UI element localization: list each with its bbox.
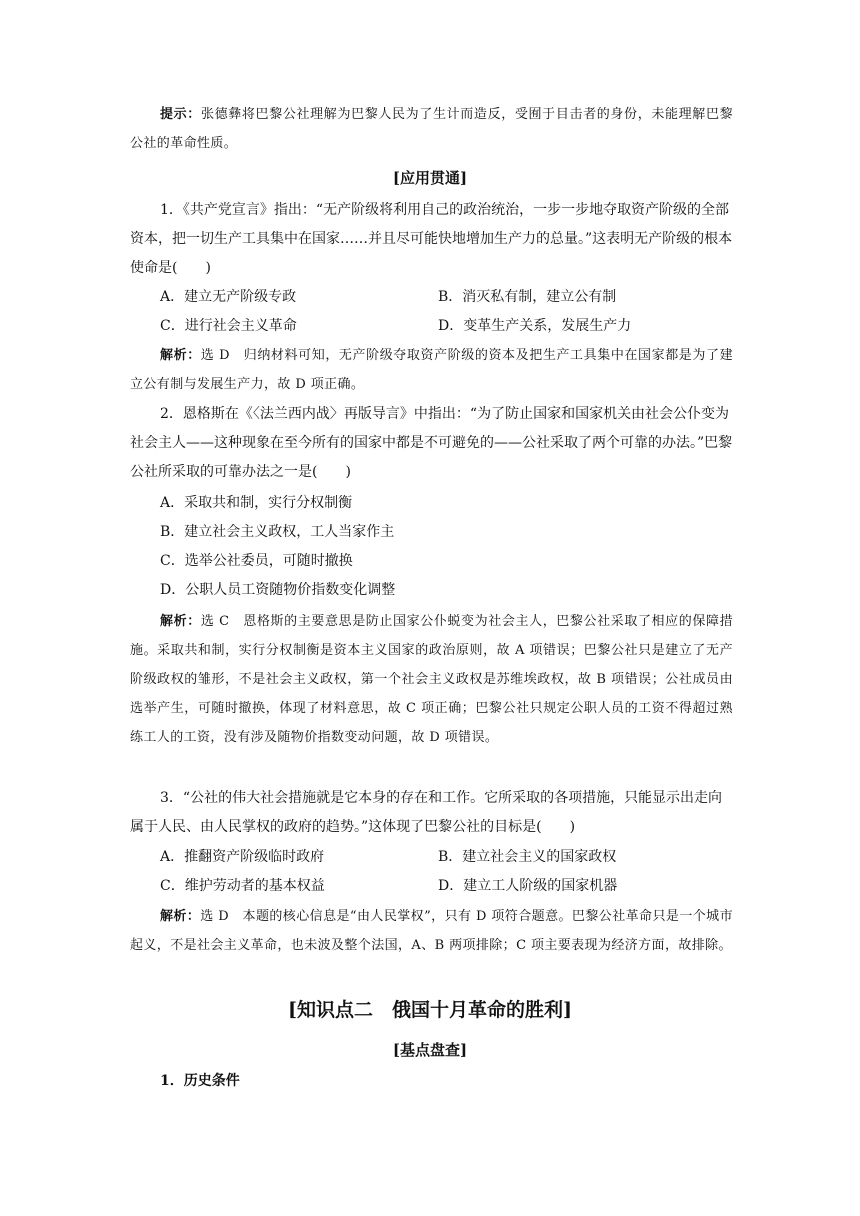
question-1-stem: 1．《共产党宣言》指出：“无产阶级将利用自己的政治统治，一步一步地夺取资产阶级的全部资本，把一切生产工具集中在国家……并且尽可能快地增加生产力的总量。”这表明无产阶级的根本使命是( ) — [130, 202, 733, 276]
tip-label: 提示： — [160, 107, 201, 122]
question-1-option-d: D．变革生产关系，发展生产力 — [438, 318, 632, 334]
tip-paragraph — [130, 100, 733, 158]
question-3-option-b: B．建立社会主义的国家政权 — [438, 849, 617, 865]
tip-text: 张德彝将巴黎公社理解为巴黎人民为了生计而造反，受囿于目击者的身份，未能理解巴黎公社的革命性质。 — [130, 107, 733, 151]
question-3-option-a: A．推翻资产阶级临时政府 — [160, 849, 325, 865]
analysis-text: 选 D 本题的核心信息是“由人民掌权”，只有 D 项符合题意。巴黎公社革命只是一个城市起义，不是社会主义革命，也未波及整个法国，A、B 两项排除；C 项主要表现为经济方面，故排除。 — [130, 909, 733, 953]
question-2-option-d: D．公职人员工资随物价指数变化调整 — [160, 582, 396, 598]
question-1-analysis — [130, 341, 733, 399]
question-1-option-c: C．进行社会主义革命 — [160, 318, 297, 334]
analysis-label: 解析： — [160, 614, 201, 629]
question-1-option-a: A．建立无产阶级专政 — [160, 289, 297, 305]
question-2-option-c: C．选举公社委员，可随时撤换 — [160, 553, 353, 569]
question-2-option-a: A．采取共和制，实行分权制衡 — [160, 495, 353, 511]
analysis-text: 选 C 恩格斯的主要意思是防止国家公仆蜕变为社会主人，巴黎公社采取了相应的保障措施。采取共和制，实行分权制衡是资本主义国家的政治原则，故 A 项错误；巴黎公社只是建立了无产阶级政权的雏形，不是社会主义政权，第一个社会主义政权是苏维埃政权，故 B 项错误；公社成员由选举产生，可随时撤换，体现了材料意思，故 C 项正确；巴黎公社只规定公职人员的工资不得超过熟练工人的工资，没有涉及随物价指数变动问题，故 D 项错误。 — [130, 614, 733, 745]
question-3-option-c: C．维护劳动者的基本权益 — [160, 878, 325, 894]
question-2-analysis — [130, 607, 733, 752]
item-1-heading: 1．历史条件 — [160, 1073, 240, 1089]
section-heading-apply: [应用贯通] — [392, 169, 468, 187]
analysis-label: 解析： — [160, 348, 201, 363]
analysis-text: 选 D 归纳材料可知，无产阶级夺取资产阶级的资本及把生产工具集中在国家都是为了建立公有制与发展生产力，故 D 项正确。 — [130, 348, 733, 392]
section-heading-knowledge-2: [知识点二 俄国十月革命的胜利] — [288, 999, 572, 1021]
question-3-stem: 3．“公社的伟大社会措施就是它本身的存在和工作。它所采取的各项措施，只能显示出走向属于人民、由人民掌权的政府的趋势。”这体现了巴黎公社的目标是( ) — [130, 790, 723, 835]
question-1-option-b: B．消灭私有制，建立公有制 — [438, 289, 617, 305]
question-2-stem: 2．恩格斯在《〈法兰西内战〉再版导言》中指出：“为了防止国家和国家机关由社会公仆变为社会主人——这种现象在至今所有的国家中都是不可避免的——公社采取了两个可靠的办法。”巴黎公社所采取的可靠办法之一是( ) — [130, 406, 733, 480]
section-heading-basic: [基点盘查] — [392, 1041, 468, 1059]
question-3-analysis — [130, 902, 733, 960]
analysis-label: 解析： — [160, 909, 201, 924]
question-2-option-b: B．建立社会主义政权，工人当家作主 — [160, 524, 395, 540]
question-3-option-d: D．建立工人阶级的国家机器 — [438, 878, 618, 894]
